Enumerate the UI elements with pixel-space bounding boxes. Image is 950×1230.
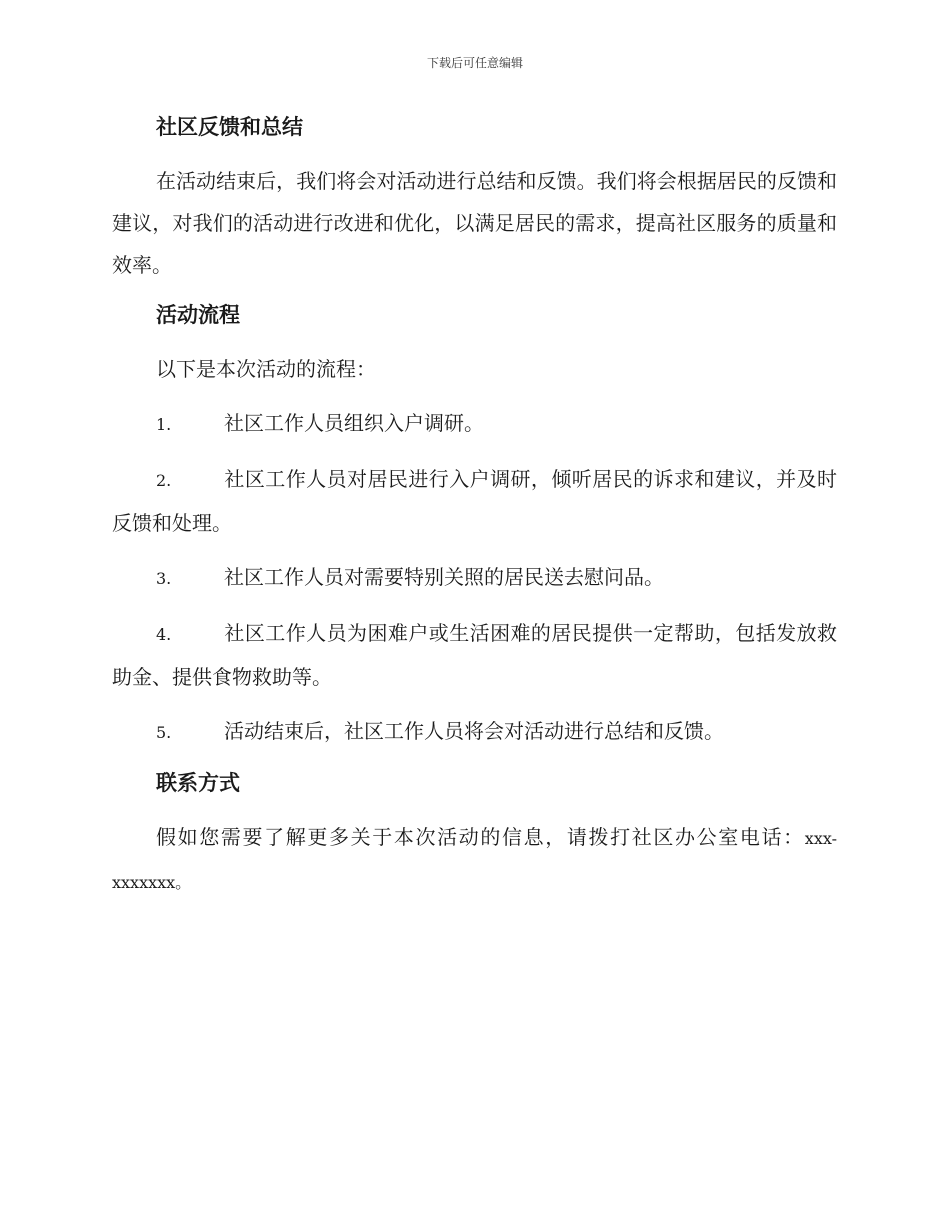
list-item [112,556,837,600]
document-body [112,110,837,916]
list-item-text: 社区工作人员组织入户调研。 [224,411,484,435]
list-item [112,612,837,698]
feedback-paragraph: 在活动结束后，我们将会对活动进行总结和反馈。我们将会根据居民的反馈和建议，对我们的活动进行改进和优化，以满足居民的需求，提高社区服务的质量和效率。 [112,169,837,277]
list-item [112,458,837,544]
section-title-contact: 联系方式 [156,771,240,795]
section-title-process: 活动流程 [156,303,240,327]
list-item-text: 社区工作人员对居民进行入户调研，倾听居民的诉求和建议，并及时反馈和处理。 [112,467,837,535]
contact-phone: xxx-xxxxxxx。 [112,829,837,892]
list-item-number: 3. [156,569,172,588]
list-item-text: 社区工作人员为困难户或生活困难的居民提供一定帮助，包括发放救助金、提供食物救助等。 [112,621,837,689]
contact-text: 假如您需要了解更多关于本次活动的信息，请拨打社区办公室电话： [156,825,805,849]
list-item-number: 5. [156,723,172,742]
list-item [112,710,837,754]
list-item-text: 活动结束后，社区工作人员将会对活动进行总结和反馈。 [224,719,724,743]
list-item-number: 2. [156,471,172,490]
list-item-text: 社区工作人员对需要特别关照的居民送去慰问品。 [224,565,664,589]
list-item-number: 1. [156,415,172,434]
list-item-number: 4. [156,625,172,644]
section-title-feedback: 社区反馈和总结 [156,115,303,139]
process-intro: 以下是本次活动的流程： [156,357,376,381]
page-header: 下载后可任意编辑 [426,56,523,70]
contact-paragraph [112,816,837,904]
list-item [112,402,837,446]
